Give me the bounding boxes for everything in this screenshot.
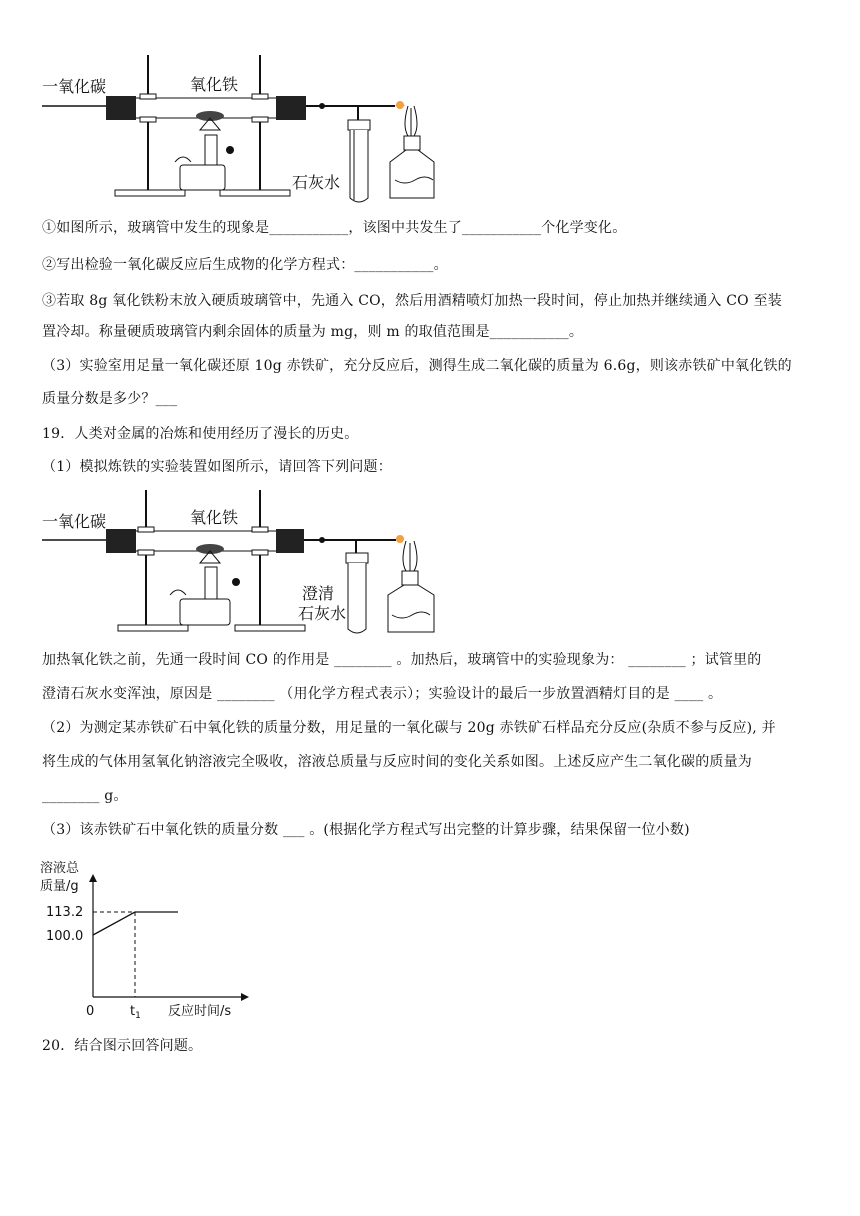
q19-p4: 将生成的气体用氢氧化钠溶液完全吸收，溶液总质量与反应时间的变化关系如图。上述反应产生二氧化碳的质量为 xyxy=(42,754,752,770)
iron-oxide-label: 氧化铁 xyxy=(190,75,239,94)
mass-time-chart xyxy=(38,852,298,1022)
q19-p2: 澄清石灰水变浑浊，原因是 ________ （用化学方程式表示）；实验设计的最后一步放置酒精灯目的是 ____ 。 xyxy=(42,686,723,702)
chart-ylabel-2: 质量/g xyxy=(40,879,79,894)
limewater-label-2a: 澄清 xyxy=(302,584,335,603)
limewater-label-2b: 石灰水 xyxy=(298,604,347,623)
chart-ylabel-1: 溶液总 xyxy=(40,861,80,876)
q19-title: 19．人类对金属的冶炼和使用经历了漫长的历史。 xyxy=(42,426,359,442)
q18-line-4: 置冷却。称量硬质玻璃管内剩余固体的质量为 mg，则 m 的取值范围是___________。 xyxy=(42,324,584,340)
q18-line-3: ③若取 8g 氧化铁粉末放入硬质玻璃管中，先通入 CO，然后用酒精喷灯加热一段时间，停止加热并继续通入 CO 至装 xyxy=(42,293,782,309)
q19-p5: ________ g。 xyxy=(42,788,128,804)
q20-title: 20．结合图示回答问题。 xyxy=(42,1038,203,1054)
chart-xlabel: 反应时间/s xyxy=(168,1004,232,1019)
iron-oxide-label-2: 氧化铁 xyxy=(190,508,239,527)
q19-p3: （2）为测定某赤铁矿石中氧化铁的质量分数，用足量的一氧化碳与 20g 赤铁矿石样品充分反应(杂质不参与反应), 并 xyxy=(42,720,776,736)
apparatus-figure-1 xyxy=(40,50,460,210)
q18-line-5: （3）实验室用足量一氧化碳还原 10g 赤铁矿，充分反应后，测得生成二氧化碳的质量为 6.6g，则该赤铁矿中氧化铁的 xyxy=(42,358,792,374)
q19-p6: （3）该赤铁矿石中氧化铁的质量分数 ___ 。(根据化学方程式写出完整的计算步骤，结果保留一位小数) xyxy=(42,822,690,838)
co-label: 一氧化碳 xyxy=(42,77,107,96)
y-tick-top: 113.2 xyxy=(46,905,84,920)
q19-p1: 加热氧化铁之前，先通一段时间 CO 的作用是 ________ 。加热后，玻璃管中的实验现象为： ________ ；试管里的 xyxy=(42,652,762,668)
y-tick-bottom: 100.0 xyxy=(46,929,84,944)
co-label-2: 一氧化碳 xyxy=(42,512,107,531)
q18-line-2: ②写出检验一氧化碳反应后生成物的化学方程式：___________。 xyxy=(42,257,448,273)
q18-line-1: ①如图所示，玻璃管中发生的现象是___________，该图中共发生了___________个化学变化。 xyxy=(42,220,627,236)
limewater-label: 石灰水 xyxy=(292,173,341,192)
q18-line-6: 质量分数是多少？___ xyxy=(42,391,178,407)
q19-sub1: （1）模拟炼铁的实验装置如图所示，请回答下列问题： xyxy=(42,459,392,475)
x-tick-t1: $t_1$ xyxy=(130,1004,141,1021)
x-tick-origin: 0 xyxy=(86,1004,95,1019)
apparatus-figure-2 xyxy=(40,487,460,642)
